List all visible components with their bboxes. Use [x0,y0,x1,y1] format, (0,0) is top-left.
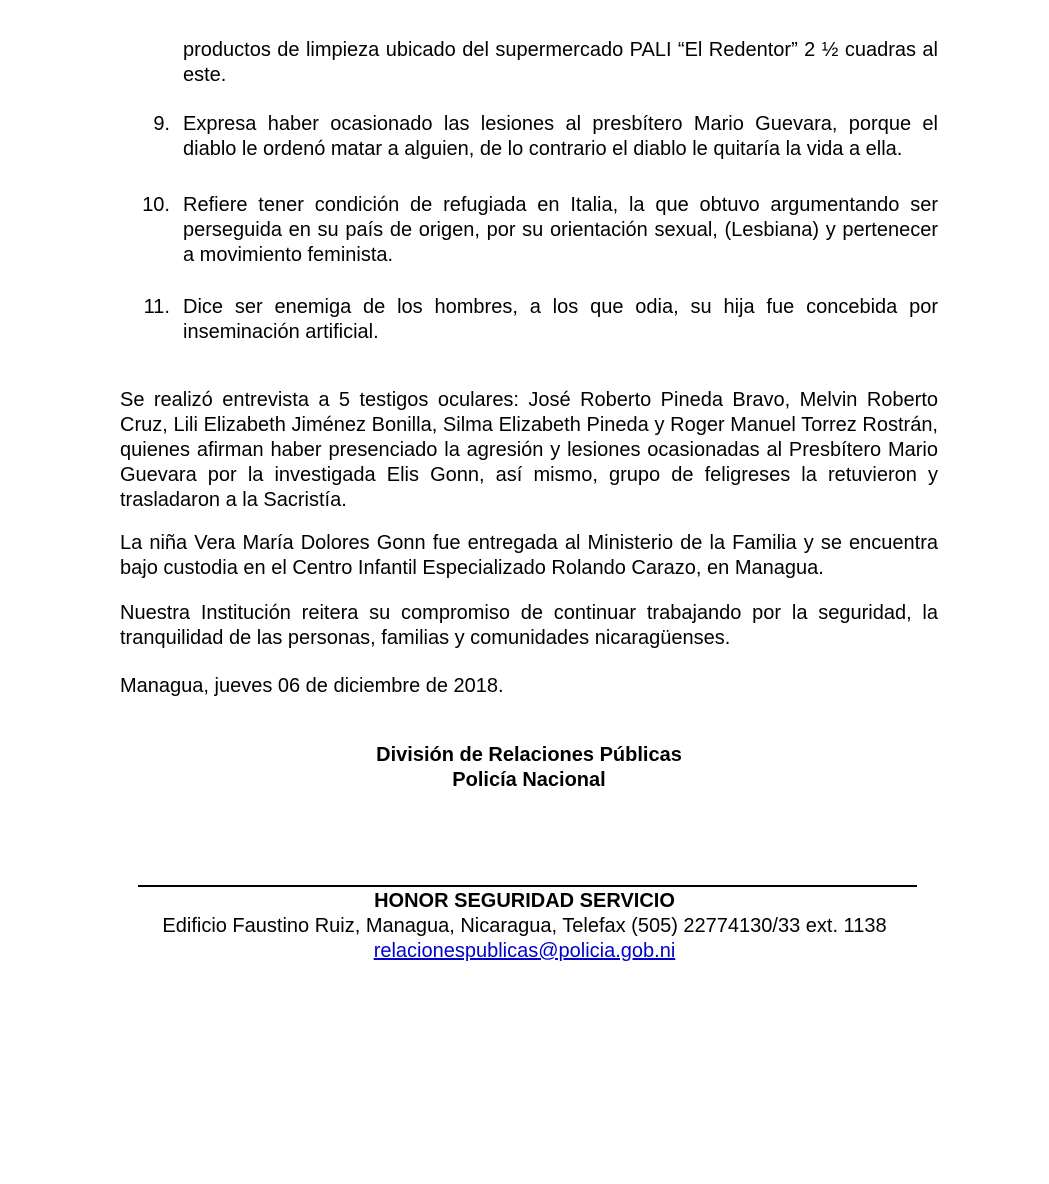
paragraph-witnesses: Se realizó entrevista a 5 testigos oculares: José Roberto Pineda Bravo, Melvin Roberto Cruz, Lili Elizabeth Jiménez Bonilla, Silma Elizabeth Pineda y Roger Manuel Torrez Rostrán, quienes afirman haber presenciado la agresión y lesiones ocasionadas al Presbítero Mario Guevara por la investigada Elis Gonn, así mismo, grupo de feligreses la retuvieron y trasladaron a la Sacristía. [120,389,938,511]
dateline: Managua, jueves 06 de diciembre de 2018. [120,675,504,697]
numbered-list [120,112,938,345]
email-link[interactable]: relacionespublicas@policia.gob.ni [373,940,676,962]
footer-divider [138,885,917,887]
paragraph-child-custody: La niña Vera María Dolores Gonn fue entregada al Ministerio de la Familia y se encuentra bajo custodia en el Centro Infantil Especializado Rolando Carazo, en Managua. [120,532,938,579]
paragraph-institution-commitment: Nuestra Institución reitera su compromiso de continuar trabajando por la seguridad, la tranquilidad de las personas, familias y comunidades nicaragüenses. [120,602,938,649]
item-text: Dice ser enemiga de los hombres, a los que odia, su hija fue concebida por inseminación artificial. [183,296,938,343]
item-number: 9. [153,113,170,135]
list-item-9 [120,112,938,162]
signature-line-division: División de Relaciones Públicas [376,744,682,766]
item-text: Expresa haber ocasionado las lesiones al presbítero Mario Guevara, porque el diablo le ordenó matar a alguien, de lo contrario el diablo le quitaría la vida a ella. [183,113,938,160]
document-body [120,38,938,793]
footer-email-line [0,939,1049,964]
item-number: 11. [143,296,170,318]
footer-motto: HONOR SEGURIDAD SERVICIO [374,890,675,912]
list-item-10 [120,193,938,268]
signature-line-policia: Policía Nacional [452,769,606,791]
footer [0,889,1049,964]
continuation-paragraph: productos de limpieza ubicado del supermercado PALI “El Redentor” 2 ½ cuadras al este. [183,39,938,86]
item-text: Refiere tener condición de refugiada en Italia, la que obtuvo argumentando ser perseguida en su país de origen, por su orientación sexual, (Lesbiana) y pertenecer a movimiento feminista. [183,194,938,266]
item-number: 10. [142,194,170,216]
signature-block [120,743,938,793]
footer-address: Edificio Faustino Ruiz, Managua, Nicaragua, Telefax (505) 22774130/33 ext. 1138 [162,915,887,937]
list-item-11 [120,295,938,345]
